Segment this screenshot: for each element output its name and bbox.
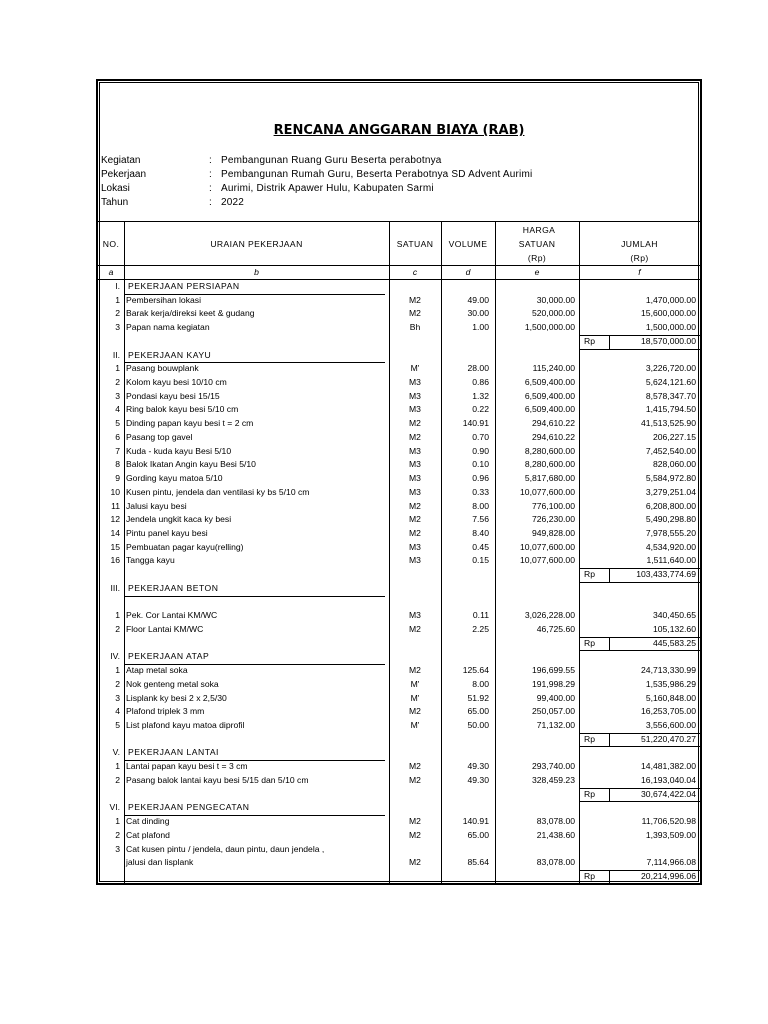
- item-unit: M2: [409, 829, 421, 840]
- item-volume: 49.30: [467, 761, 489, 772]
- item-description: Kuda - kuda kayu Besi 5/10: [126, 445, 232, 456]
- item-number: 1: [115, 610, 120, 621]
- item-number: 14: [110, 527, 120, 538]
- item-amount: 7,978,555.20: [645, 527, 696, 538]
- item-amount: 206,227.15: [652, 431, 696, 442]
- subtotal-bottom-line: [579, 884, 700, 885]
- item-description: Cat kusen pintu / jendela, daun pintu, daun jendela ,: [126, 843, 325, 854]
- subtotal-top-line: [579, 870, 700, 871]
- item-volume: 0.33: [472, 486, 489, 497]
- column-letter: b: [254, 267, 259, 277]
- rab-sheet: [96, 79, 702, 885]
- item-unit-price: 8,280,600.00: [524, 445, 575, 456]
- item-description: Pondasi kayu besi 15/15: [126, 390, 220, 401]
- item-unit-price: 6,509,400.00: [524, 390, 575, 401]
- item-amount: 5,584,972.80: [645, 473, 696, 484]
- item-description: Papan nama kegiatan: [126, 322, 210, 333]
- header-uraian: URAIAN PEKERJAAN: [210, 239, 303, 249]
- item-volume: 0.11: [472, 610, 489, 621]
- item-unit-price: 328,459.23: [531, 774, 575, 785]
- item-description: Nok genteng metal soka: [126, 678, 219, 689]
- item-unit-price: 520,000.00: [531, 308, 575, 319]
- subtotal-top-line: [579, 335, 700, 336]
- item-description: Floor Lantai KM/WC: [126, 624, 204, 634]
- column-letter: a: [108, 267, 114, 277]
- item-description: Tangga kayu: [126, 555, 175, 566]
- item-amount: 5,624,121.60: [645, 377, 696, 388]
- item-unit-price: 8,280,600.00: [524, 459, 575, 470]
- item-volume: 65.00: [467, 706, 489, 717]
- item-number: 2: [115, 624, 120, 634]
- item-number: 7: [115, 445, 120, 456]
- item-volume: 8.00: [472, 500, 489, 511]
- subtotal-amount: 30,674,422.04: [641, 788, 696, 799]
- item-unit-price: 83,078.00: [536, 857, 575, 868]
- item-number: 5: [115, 720, 120, 731]
- item-number: 11: [111, 500, 120, 511]
- column-letter: f: [638, 267, 641, 277]
- item-unit-price: 10,077,600.00: [520, 541, 575, 552]
- item-unit: M': [410, 720, 420, 731]
- item-amount: 6,208,800.00: [645, 500, 696, 511]
- item-unit: M3: [409, 390, 421, 401]
- info-colon: :: [209, 197, 212, 208]
- item-amount: 5,490,298.80: [645, 514, 696, 525]
- item-number: 1: [115, 294, 120, 305]
- section-title: PEKERJAAN PERSIAPAN: [128, 281, 240, 291]
- item-unit-price: 949,828.00: [531, 527, 575, 538]
- subtotal-amount: 103,433,774.69: [636, 569, 696, 580]
- subtotal-bottom-line: [579, 746, 700, 747]
- item-unit: M3: [409, 445, 421, 456]
- item-volume: 0.90: [472, 445, 489, 456]
- item-unit: M3: [409, 541, 421, 552]
- subtotal-amount: 20,214,996.06: [641, 870, 696, 881]
- header-satuan: SATUAN: [396, 239, 434, 249]
- item-description: Atap metal soka: [126, 665, 188, 676]
- item-number: 3: [115, 322, 120, 333]
- item-description: jalusi dan lisplank: [126, 857, 194, 868]
- section-number: V.: [112, 747, 120, 758]
- item-amount: 340,450.65: [652, 610, 696, 621]
- item-number: 5: [115, 418, 120, 429]
- item-number: 12: [110, 514, 120, 525]
- item-number: 1: [115, 665, 120, 676]
- column-line: [124, 221, 125, 885]
- item-unit: M2: [409, 514, 421, 525]
- item-amount: 1,393,509.00: [645, 829, 696, 840]
- item-unit-price: 196,699.55: [531, 665, 575, 676]
- item-description: Lantai papan kayu besi t = 3 cm: [126, 761, 248, 772]
- item-volume: 8.40: [472, 527, 489, 538]
- item-amount: 828,060.00: [652, 459, 696, 470]
- item-unit: M3: [409, 555, 421, 566]
- item-amount: 7,114,966.08: [646, 857, 696, 868]
- item-volume: 49.00: [467, 294, 489, 305]
- item-unit: M2: [409, 624, 421, 634]
- item-number: 4: [115, 706, 120, 717]
- section-number: III.: [110, 582, 120, 593]
- subtotal-currency: Rp: [584, 335, 595, 346]
- item-volume: 85.64: [467, 857, 489, 868]
- item-amount: 1,470,000.00: [645, 294, 696, 305]
- item-number: 1: [115, 363, 120, 374]
- item-unit-price: 21,438.60: [536, 829, 575, 840]
- item-description: Barak kerja/direksi keet & gudang: [126, 308, 255, 319]
- item-unit: M2: [409, 774, 421, 785]
- item-number: 8: [115, 459, 120, 470]
- item-amount: 5,160,848.00: [645, 692, 696, 703]
- item-number: 9: [115, 473, 120, 484]
- divider: [98, 221, 700, 222]
- item-amount: 16,253,705.00: [641, 706, 696, 717]
- item-unit: Bh: [409, 322, 421, 333]
- item-volume: 140.91: [462, 418, 489, 429]
- item-number: 2: [115, 678, 120, 689]
- item-unit: M2: [409, 816, 421, 827]
- item-description: Plafond triplek 3 mm: [126, 706, 205, 717]
- item-description: Pembersihan lokasi: [126, 294, 201, 305]
- section-title: PEKERJAAN PENGECATAN: [128, 802, 250, 813]
- item-unit-price: 71,132.00: [536, 720, 575, 731]
- subtotal-top-line: [579, 788, 700, 789]
- item-volume: 0.45: [472, 541, 489, 552]
- item-volume: 0.10: [472, 459, 489, 470]
- item-number: 16: [110, 555, 120, 566]
- item-volume: 65.00: [467, 829, 489, 840]
- item-volume: 125.64: [462, 665, 489, 676]
- item-amount: 105,132.60: [652, 624, 696, 634]
- item-unit-price: 5,817,680.00: [524, 473, 575, 484]
- section-number: IV.: [110, 651, 120, 662]
- item-amount: 24,713,330.99: [641, 665, 696, 676]
- item-unit: M3: [409, 473, 421, 484]
- item-number: 2: [115, 308, 120, 319]
- item-unit: M2: [409, 706, 421, 717]
- item-number: 4: [115, 404, 120, 415]
- header-volume: VOLUME: [448, 239, 488, 249]
- header-divider: [98, 265, 700, 266]
- subtotal-top-line: [579, 568, 700, 569]
- item-volume: 0.70: [472, 431, 489, 442]
- info-colon: :: [209, 155, 212, 166]
- item-description: Cat dinding: [126, 816, 170, 827]
- section-title: PEKERJAAN LANTAI: [128, 747, 219, 758]
- item-number: 3: [115, 692, 120, 703]
- item-unit: M3: [409, 404, 421, 415]
- item-description: Pintu panel kayu besi: [126, 527, 208, 538]
- item-amount: 1,535,986.29: [645, 678, 696, 689]
- item-unit: M2: [409, 527, 421, 538]
- item-amount: 3,279,251.04: [645, 486, 696, 497]
- item-unit-price: 191,998.29: [531, 678, 575, 689]
- item-number: 2: [115, 377, 120, 388]
- item-unit: M3: [409, 377, 421, 388]
- item-unit-price: 1,500,000.00: [524, 322, 575, 333]
- item-unit: M3: [409, 610, 421, 621]
- subtotal-currency: Rp: [584, 788, 595, 799]
- column-letter: c: [412, 267, 418, 277]
- document-title: RENCANA ANGGARAN BIAYA (RAB): [273, 123, 525, 138]
- subtotal-rp-line: [609, 733, 610, 747]
- info-value: Pembangunan Rumah Guru, Beserta Perabotnya SD Advent Aurimi: [221, 169, 533, 180]
- item-unit: M2: [409, 294, 421, 305]
- info-colon: :: [209, 169, 212, 180]
- item-unit-price: 115,240.00: [532, 363, 575, 374]
- item-unit-price: 250,057.00: [531, 706, 575, 717]
- item-unit: M2: [409, 418, 421, 429]
- section-title: PEKERJAAN BETON: [128, 582, 219, 593]
- header-harga-unit: (Rp): [527, 253, 547, 263]
- item-number: 15: [110, 541, 120, 552]
- item-unit-price: 30,000.00: [536, 294, 575, 305]
- item-description: Cat plafond: [126, 829, 170, 840]
- item-volume: 50.00: [467, 720, 489, 731]
- item-description: Jalusi kayu besi: [126, 500, 187, 511]
- header-harga: HARGA: [522, 225, 556, 235]
- item-number: 1: [115, 816, 120, 827]
- subtotal-rp-line: [609, 568, 610, 582]
- item-volume: 1.32: [472, 390, 489, 401]
- section-underline: [124, 596, 385, 597]
- subtotal-amount: 445,583.25: [652, 637, 696, 648]
- item-volume: 7.56: [472, 514, 489, 525]
- subtotal-top-line: [579, 637, 700, 638]
- header-no: NO.: [102, 239, 120, 249]
- item-unit-price: 10,077,600.00: [520, 555, 575, 566]
- item-volume: 8.00: [472, 678, 489, 689]
- item-amount: 7,452,540.00: [645, 445, 696, 456]
- item-amount: 1,415,794.50: [645, 404, 696, 415]
- item-amount: 16,193,040.04: [641, 774, 696, 785]
- item-volume: 0.86: [472, 377, 489, 388]
- item-number: 1: [115, 761, 120, 772]
- subtotal-top-line: [579, 733, 700, 734]
- item-volume: 2.25: [472, 624, 489, 634]
- item-description: Kolom kayu besi 10/10 cm: [126, 377, 227, 388]
- info-label: Kegiatan: [101, 155, 141, 166]
- item-description: Balok Ikatan Angin kayu Besi 5/10: [126, 459, 256, 470]
- item-unit-price: 776,100.00: [531, 500, 575, 511]
- header-jumlah-unit: (Rp): [630, 253, 649, 263]
- item-description: Pasang balok lantai kayu besi 5/15 dan 5/10 cm: [126, 774, 309, 785]
- section-title: PEKERJAAN KAYU: [128, 349, 212, 360]
- item-unit-price: 3,026,228.00: [524, 610, 575, 621]
- item-number: 2: [115, 829, 120, 840]
- subtotal-amount: 51,220,470.27: [641, 733, 696, 744]
- column-letter: d: [465, 267, 471, 277]
- subtotal-rp-line: [609, 870, 610, 884]
- item-volume: 51.92: [467, 692, 489, 703]
- item-amount: 15,600,000.00: [641, 308, 696, 319]
- item-volume: 140.91: [462, 816, 489, 827]
- item-amount: 4,534,920.00: [645, 541, 696, 552]
- section-number: I.: [115, 281, 120, 291]
- item-unit-price: 99,400.00: [536, 692, 575, 703]
- item-description: Lisplank ky besi 2 x 2,5/30: [126, 692, 227, 703]
- item-unit: M': [410, 363, 420, 374]
- subtotal-currency: Rp: [584, 870, 595, 881]
- item-unit: M2: [409, 857, 421, 868]
- item-volume: 28.00: [467, 363, 489, 374]
- column-letter: e: [534, 267, 540, 277]
- item-description: Pasang top gavel: [126, 431, 193, 442]
- item-unit-price: 293,740.00: [531, 761, 575, 772]
- item-unit: M2: [409, 761, 421, 772]
- item-description: Pembuatan pagar kayu(relling): [126, 541, 244, 552]
- subtotal-amount: 18,570,000.00: [641, 335, 696, 346]
- item-unit: M2: [409, 665, 421, 676]
- subtotal-rp-line: [609, 335, 610, 349]
- subtotal-bottom-line: [579, 650, 700, 651]
- item-description: Ring balok kayu besi 5/10 cm: [126, 404, 239, 415]
- item-amount: 1,500,000.00: [645, 322, 696, 333]
- item-unit-price: 294,610.22: [531, 431, 575, 442]
- item-volume: 0.22: [472, 404, 489, 415]
- item-unit-price: 6,509,400.00: [524, 404, 575, 415]
- item-volume: 0.96: [472, 473, 489, 484]
- info-value: Aurimi, Distrik Apawer Hulu, Kabupaten Sarmi: [221, 183, 434, 194]
- item-description: Dinding papan kayu besi t = 2 cm: [126, 418, 254, 429]
- item-number: 10: [110, 486, 120, 497]
- item-volume: 1.00: [472, 322, 489, 333]
- item-unit: M3: [409, 459, 421, 470]
- item-amount: 11,706,520.98: [641, 816, 696, 827]
- item-unit: M3: [409, 486, 421, 497]
- item-unit: M': [410, 678, 420, 689]
- item-unit-price: 83,078.00: [536, 816, 575, 827]
- subtotal-currency: Rp: [584, 637, 595, 648]
- info-value: Pembangunan Ruang Guru Beserta perabotnya: [221, 155, 442, 166]
- item-amount: 41,513,525.90: [641, 418, 696, 429]
- item-amount: 3,556,600.00: [645, 720, 696, 731]
- info-label: Tahun: [101, 197, 129, 208]
- header-harga-satuan: SATUAN: [518, 239, 556, 249]
- subtotal-rp-line: [609, 637, 610, 651]
- item-unit: M2: [409, 500, 421, 511]
- item-amount: 8,578,347.70: [645, 390, 696, 401]
- item-amount: 3,226,720.00: [645, 363, 696, 374]
- item-number: 6: [115, 431, 120, 442]
- item-description: Pasang bouwplank: [126, 363, 199, 374]
- item-volume: 0.15: [472, 555, 489, 566]
- subtotal-bottom-line: [579, 582, 700, 583]
- letter-divider: [98, 279, 700, 280]
- item-volume: 49.30: [467, 774, 489, 785]
- info-label: Lokasi: [101, 183, 130, 194]
- item-number: 2: [115, 774, 120, 785]
- item-description: Gording kayu matoa 5/10: [126, 473, 223, 484]
- item-unit: M': [410, 692, 420, 703]
- header-jumlah: JUMLAH: [621, 239, 658, 249]
- item-unit-price: 6,509,400.00: [524, 377, 575, 388]
- item-unit-price: 726,230.00: [531, 514, 575, 525]
- section-number: II.: [112, 349, 120, 360]
- info-colon: :: [209, 183, 212, 194]
- item-volume: 30.00: [467, 308, 489, 319]
- item-description: Kusen pintu, jendela dan ventilasi ky bs 5/10 cm: [126, 486, 310, 497]
- item-number: 3: [115, 843, 120, 854]
- item-unit: M2: [409, 431, 421, 442]
- subtotal-currency: Rp: [584, 569, 595, 580]
- subtotal-currency: Rp: [584, 733, 595, 744]
- info-label: Pekerjaan: [101, 169, 147, 180]
- info-value: 2022: [221, 197, 245, 208]
- item-description: List plafond kayu matoa diprofil: [126, 720, 245, 731]
- subtotal-rp-line: [609, 788, 610, 802]
- item-description: Pek. Cor Lantai KM/WC: [126, 610, 218, 621]
- subtotal-bottom-line: [579, 801, 700, 802]
- item-unit-price: 10,077,600.00: [520, 486, 575, 497]
- item-description: Jendela ungkit kaca ky besi: [126, 514, 232, 525]
- subtotal-bottom-line: [579, 349, 700, 350]
- section-title: PEKERJAAN ATAP: [128, 651, 210, 662]
- item-amount: 1,511,640.00: [646, 555, 696, 566]
- item-unit: M2: [409, 308, 421, 319]
- item-unit-price: 46,725.60: [536, 624, 575, 634]
- item-amount: 14,481,382.00: [641, 761, 696, 772]
- item-unit-price: 294,610.22: [531, 418, 575, 429]
- item-number: 3: [115, 390, 120, 401]
- section-number: VI.: [109, 802, 120, 813]
